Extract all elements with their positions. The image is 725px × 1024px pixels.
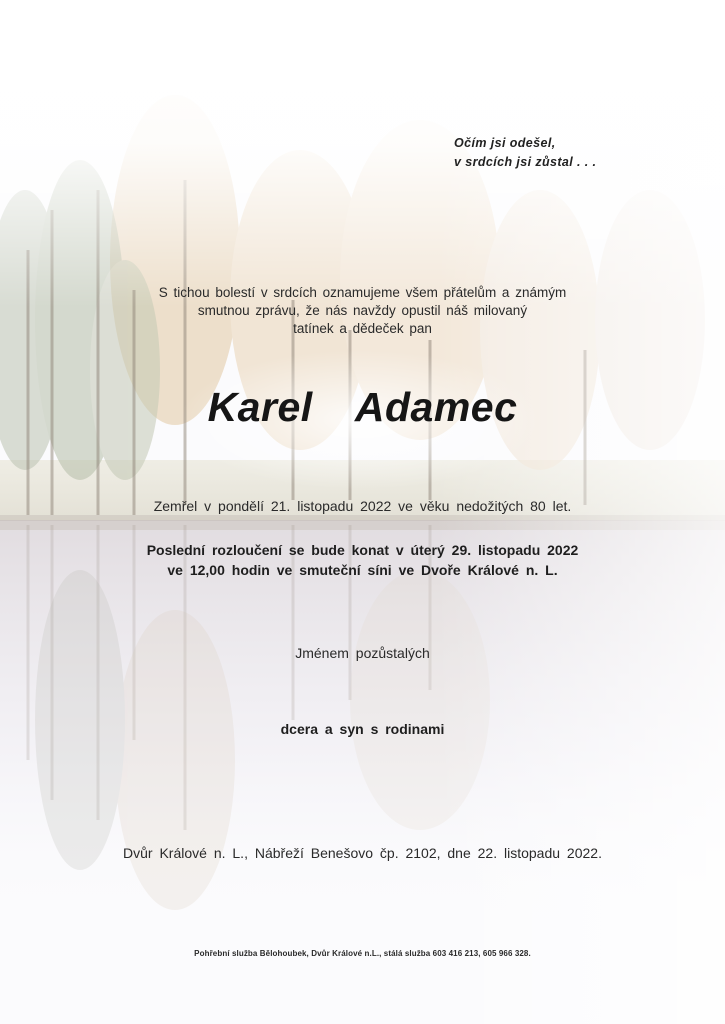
epigraph-line-2: v srdcích jsi zůstal . . . [454, 155, 597, 169]
on-behalf-label: Jménem pozůstalých [295, 645, 430, 661]
funeral-line-1: Poslední rozloučení se bude konat v úterý 29. listopadu 2022 [146, 542, 579, 558]
epigraph-line-1: Očím jsi odešel, [454, 136, 556, 150]
announcement-text [0, 284, 725, 338]
announcement-line-1: S tichou bolestí v srdcích oznamujeme všem přátelům a známým [158, 285, 567, 300]
epigraph-verse [454, 134, 674, 172]
place-and-date: Dvůr Králové n. L., Nábřeží Benešovo čp. 2102, dne 22. listopadu 2022. [123, 845, 602, 861]
funeral-details [0, 540, 725, 580]
deceased-name: Karel Adamec [207, 384, 518, 430]
announcement-line-2: smutnou zprávu, že nás navždy opustil náš milovaný [197, 303, 528, 318]
funeral-line-2: ve 12,00 hodin ve smuteční síni ve Dvoře Králové n. L. [167, 562, 558, 578]
mourners-names: dcera a syn s rodinami [280, 721, 445, 737]
death-notice: Zemřel v pondělí 21. listopadu 2022 ve věku nedožitých 80 let. [153, 498, 572, 514]
announcement-line-3: tatínek a dědeček pan [293, 321, 432, 336]
funeral-service-footer: Pohřební služba Bělohoubek, Dvůr Králové n.L., stálá služba 603 416 213, 605 966 328. [194, 949, 531, 958]
